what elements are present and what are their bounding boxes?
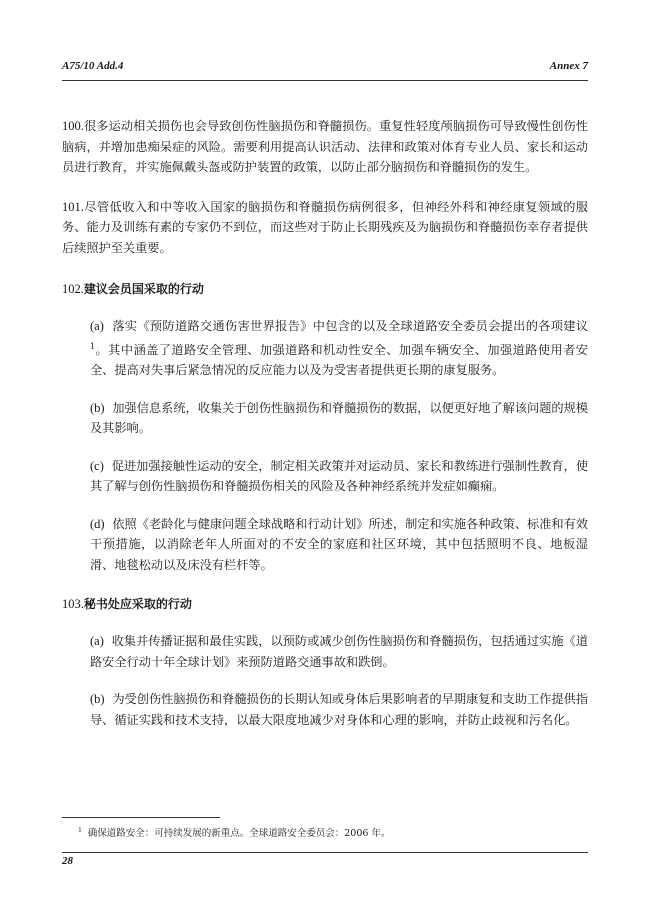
- paragraph-number: 103.: [62, 597, 84, 612]
- heading-text: 秘书处应采取的行动: [83, 597, 192, 612]
- section-heading-103: [62, 594, 588, 614]
- paragraph-101: [62, 197, 588, 259]
- list-item-103b: [62, 689, 588, 730]
- footnote-text: 确保道路安全：可持续发展的新重点。全球道路安全委员会：2006 年。: [87, 828, 391, 840]
- item-text-cont: 。其中涵盖了道路安全管理、加强道路和机动性安全、加强车辆安全、加强道路使用者安全、提高对失事后紧急情况的反应能力以及为受害者提供更长期的康复服务。: [90, 342, 588, 378]
- paragraph-text: 尽管低收入和中等收入国家的脑损伤和脊髓损伤病例很多，但神经外科和神经康复领域的服务、能力及训练有素的专家仍不到位，而这些对于防止长期残疾及为脑损伤和脊髓损伤幸存者提供后续照护至关重要。: [62, 199, 588, 255]
- item-text: 为受创伤性脑损伤和脊髓损伤的长期认知或身体后果影响者的早期康复和支助工作提供指导、循证实践和技术支持，以最大限度地减少对身体和心理的影响，并防止歧视和污名化。: [90, 692, 589, 727]
- heading-text: 建议会员国采取的行动: [83, 282, 204, 296]
- item-label: (b): [90, 692, 105, 707]
- list-item-102b: [62, 398, 588, 439]
- item-label: (a): [90, 319, 104, 333]
- item-label: (b): [90, 400, 105, 415]
- paragraph-text: 很多运动相关损伤也会导致创伤性脑损伤和脊髓损伤。重复性轻度颅脑损伤可导致慢性创伤性脑病，并增加患痴呆症的风险。需要利用提高认识活动、法律和政策对体育专业人员、家长和运动员进行教育，并实施佩戴头盔或防护装置的政策，以防止部分脑损伤和脊髓损伤的发生。: [62, 119, 588, 174]
- item-text: 加强信息系统，收集关于创伤性脑损伤和脊髓损伤的数据，以便更好地了解该问题的规模及其影响。: [90, 400, 589, 436]
- page-number: 28: [62, 855, 73, 867]
- list-item-103a: [62, 631, 588, 672]
- header-rule: [62, 80, 588, 81]
- page-header: [62, 60, 588, 78]
- paragraph-100: [62, 116, 588, 178]
- footnote-rule: [62, 817, 220, 818]
- paragraph-number: 102.: [62, 282, 84, 296]
- item-text: 落实《预防道路交通伤害世界报告》中包含的以及全球道路安全委员会提出的各项建议: [112, 319, 589, 333]
- item-label: (c): [90, 458, 104, 473]
- item-label: (d): [90, 516, 105, 531]
- paragraph-number: 101.: [62, 199, 84, 214]
- item-label: (a): [90, 634, 104, 649]
- annex-label: Annex 7: [549, 60, 588, 72]
- list-item-102d: [62, 514, 588, 576]
- footnote: [78, 823, 390, 841]
- paragraph-number: 100.: [62, 119, 84, 133]
- item-text: 依照《老龄化与健康问题全球战略和行动计划》所述，制定和实施各种政策、标准和有效干预措施，以消除老年人所面对的不安全的家庭和社区环境，其中包括照明不良、地板湿滑、地毯松动以及床没有栏杆等。: [90, 516, 589, 572]
- item-text: 促进加强接触性运动的安全，制定相关政策并对运动员、家长和教练进行强制性教育，使其了解与创伤性脑损伤和脊髓损伤相关的风险及各种神经系统并发症如癫痫。: [90, 458, 589, 494]
- footer-rule: [62, 852, 588, 853]
- list-item-102c: [62, 456, 588, 497]
- section-heading-102: [62, 279, 588, 299]
- item-text: 收集并传播证据和最佳实践，以预防或减少创伤性脑损伤和脊髓损伤，包括通过实施《道路安全行动十年全球计划》来预防道路交通事故和跌倒。: [90, 634, 589, 669]
- main-content: [62, 116, 588, 730]
- footnote-number: 1: [78, 825, 82, 834]
- list-item-102a: [62, 316, 588, 381]
- document-id: A75/10 Add.4: [62, 60, 124, 72]
- footnote-ref: 1: [90, 341, 96, 351]
